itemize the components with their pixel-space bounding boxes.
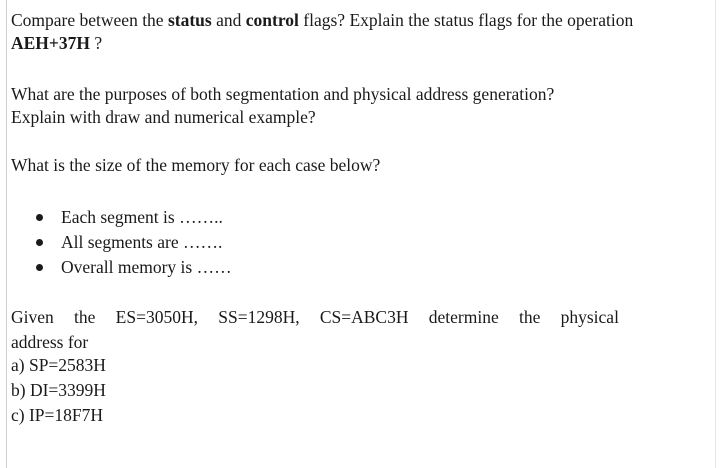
q4-word: the xyxy=(518,307,541,327)
q4-word: the xyxy=(74,307,96,327)
list-item: b) DI=3399H xyxy=(11,380,106,400)
q1-bold-operation: AEH+37H xyxy=(11,33,91,53)
q4-word: SS=1298H, xyxy=(218,307,300,327)
q4-word: physical xyxy=(560,307,619,327)
q4-word: Given xyxy=(11,307,54,327)
q4-line-1 xyxy=(11,305,619,330)
memory-size-list xyxy=(36,205,232,280)
q1-text-4: ? xyxy=(90,33,103,53)
list-item xyxy=(36,255,232,280)
q4-word: CS=ABC3H xyxy=(319,307,409,327)
bullet-icon xyxy=(36,264,43,271)
list-item-text: All segments are ……. xyxy=(61,232,223,252)
q2-line-1: What are the purposes of both segmentation and physical address generation? xyxy=(11,84,555,104)
question-memory-size: What is the size of the memory for each case below? xyxy=(11,155,381,175)
list-item xyxy=(36,230,232,255)
q4-word: determine xyxy=(428,307,499,327)
address-parts-list xyxy=(11,353,106,428)
question-segmentation xyxy=(11,83,651,129)
list-item: c) IP=18F7H xyxy=(11,405,104,425)
q1-text-1: Compare between the xyxy=(11,10,168,30)
bullet-icon xyxy=(36,214,43,221)
q2-line-2: Explain with draw and numerical example? xyxy=(11,107,316,127)
q1-text-2: and xyxy=(211,10,246,30)
list-item xyxy=(36,205,232,230)
q4-word: ES=3050H, xyxy=(115,307,198,327)
q1-bold-status: status xyxy=(167,10,212,30)
q1-bold-control: control xyxy=(245,10,299,30)
question-physical-address xyxy=(11,305,619,355)
list-item-text: Overall memory is …… xyxy=(61,257,232,277)
right-border xyxy=(715,0,716,468)
left-border xyxy=(6,0,7,468)
bullet-icon xyxy=(36,239,43,246)
question-status-control-flags xyxy=(11,9,641,55)
q4-line-2: address for xyxy=(11,332,89,352)
q1-text-3: flags? Explain the status flags for the operation xyxy=(298,10,634,30)
list-item: a) SP=2583H xyxy=(11,355,106,375)
list-item-text: Each segment is …….. xyxy=(61,207,223,227)
